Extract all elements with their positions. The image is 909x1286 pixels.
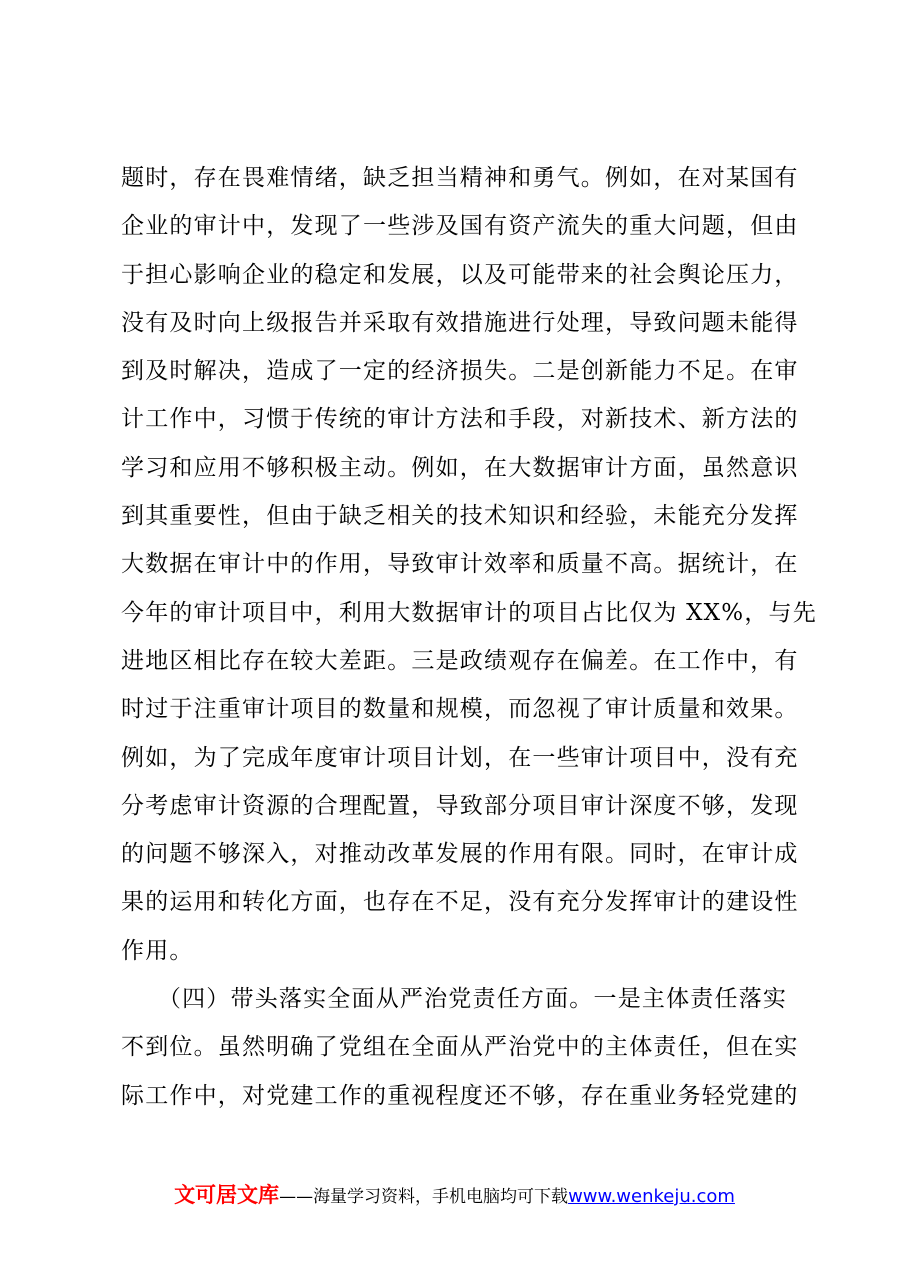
text-line: 分考虑审计资源的合理配置，导致部分项目审计深度不够，发现 <box>121 792 799 819</box>
text-line: 题时，存在畏难情绪，缺乏担当精神和勇气。例如，在对某国有 <box>121 165 799 191</box>
section-heading-line: （四）带头落实全面从严治党责任方面。一是主体责任落实 <box>121 986 788 1013</box>
text-line: 际工作中，对党建工作的重视程度还不够，存在重业务轻党建的 <box>121 1082 799 1109</box>
text-line: 到其重要性，但由于缺乏相关的技术知识和经验，未能充分发挥 <box>121 503 799 530</box>
text-line: 于担心影响企业的稳定和发展，以及可能带来的社会舆论压力， <box>121 261 799 288</box>
footer-brand: 文可居文库 <box>174 1183 280 1207</box>
text-line: 的问题不够深入，对推动改革发展的作用有限。同时，在审计成 <box>121 841 799 868</box>
text-line: 到及时解决，造成了一定的经济损失。二是创新能力不足。在审 <box>121 358 799 385</box>
text-line: 进地区相比存在较大差距。三是政绩观存在偏差。在工作中，有 <box>121 647 799 674</box>
text-line: 例如，为了完成年度审计项目计划，在一些审计项目中，没有充 <box>121 744 799 771</box>
text-line: 企业的审计中，发现了一些涉及国有资产流失的重大问题，但由 <box>121 213 799 240</box>
text-line: 没有及时向上级报告并采取有效措施进行处理，导致问题未能得 <box>121 309 799 336</box>
text-line: 时过于注重审计项目的数量和规模，而忽视了审计质量和效果。 <box>121 696 799 723</box>
text-line: 今年的审计项目中，利用大数据审计的项目占比仅为 XX%，与先 <box>121 599 817 626</box>
text-line: 果的运用和转化方面，也存在不足，没有充分发挥审计的建设性 <box>121 889 799 916</box>
footer-slogan: ——海量学习资料，手机电脑均可下载 <box>279 1187 569 1207</box>
document-body <box>121 154 817 1120</box>
text-line: 作用。 <box>121 937 194 964</box>
footer-banner <box>0 1181 909 1211</box>
text-line: 学习和应用不够积极主动。例如，在大数据审计方面，虽然意识 <box>121 454 799 481</box>
text-line: 大数据在审计中的作用，导致审计效率和质量不高。据统计，在 <box>121 551 799 578</box>
text-line: 不到位。虽然明确了党组在全面从严治党中的主体责任，但在实 <box>121 1034 799 1061</box>
footer-url-link[interactable]: www.wenkeju.com <box>568 1186 735 1207</box>
text-line: 计工作中，习惯于传统的审计方法和手段，对新技术、新方法的 <box>121 406 799 433</box>
